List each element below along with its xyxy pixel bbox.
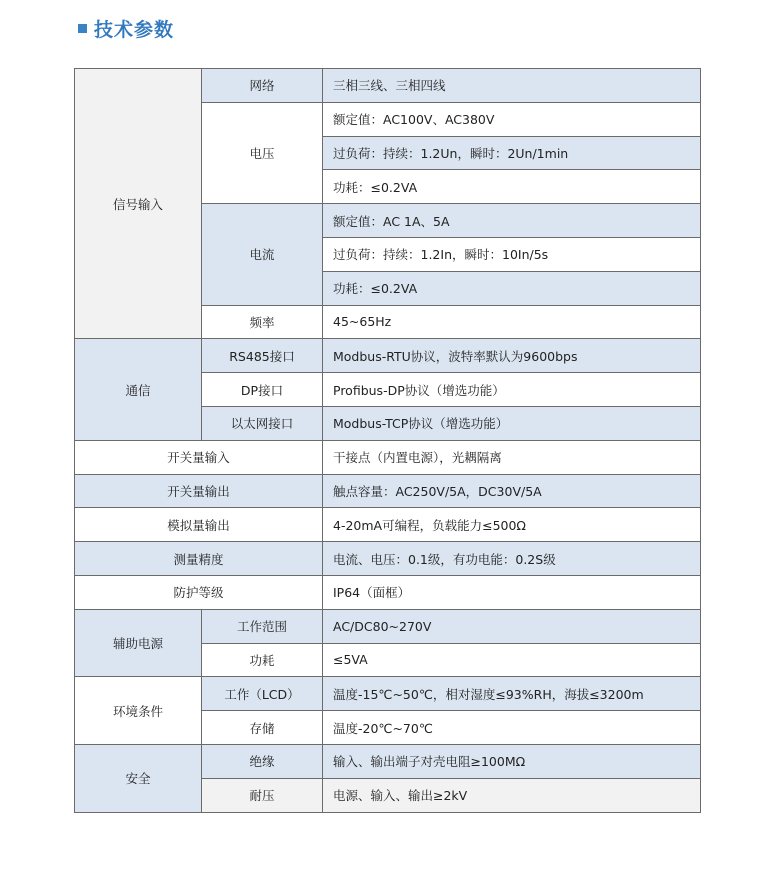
param-cell: 模拟量输出 xyxy=(75,508,323,542)
category-cell: 辅助电源 xyxy=(75,609,202,677)
param-cell: 以太网接口 xyxy=(202,406,323,440)
section-title-text: 技术参数 xyxy=(94,18,175,41)
section-title xyxy=(78,16,174,40)
value-cell: IP64（面框） xyxy=(323,575,701,609)
param-cell: 电压 xyxy=(202,102,323,203)
param-cell: 开关量输入 xyxy=(75,440,323,474)
value-cell: 功耗：≤0.2VA xyxy=(323,170,701,204)
value-cell: 三相三线、三相四线 xyxy=(323,69,701,103)
spec-table xyxy=(74,68,701,813)
square-bullet-icon xyxy=(78,24,87,33)
param-cell: 测量精度 xyxy=(75,542,323,576)
value-cell: AC/DC80~270V xyxy=(323,609,701,643)
value-cell: 电流、电压：0.1级，有功电能：0.2S级 xyxy=(323,542,701,576)
value-cell: 4-20mA可编程，负载能力≤500Ω xyxy=(323,508,701,542)
table-row xyxy=(75,339,701,373)
table-row xyxy=(75,69,701,103)
value-cell: Modbus-TCP协议（增选功能） xyxy=(323,406,701,440)
param-cell: 耐压 xyxy=(202,778,323,812)
param-cell: 开关量输出 xyxy=(75,474,323,508)
param-cell: 存储 xyxy=(202,711,323,745)
value-cell: 功耗：≤0.2VA xyxy=(323,271,701,305)
param-cell: 频率 xyxy=(202,305,323,339)
value-cell: Profibus-DP协议（增选功能） xyxy=(323,373,701,407)
value-cell: 过负荷：持续：1.2Un，瞬时：2Un/1min xyxy=(323,136,701,170)
category-cell: 信号输入 xyxy=(75,69,202,339)
param-cell: 工作范围 xyxy=(202,609,323,643)
param-cell: 工作（LCD） xyxy=(202,677,323,711)
value-cell: ≤5VA xyxy=(323,643,701,677)
value-cell: 额定值：AC 1A、5A xyxy=(323,204,701,238)
table-row xyxy=(75,744,701,778)
value-cell: 额定值：AC100V、AC380V xyxy=(323,102,701,136)
value-cell: 过负荷：持续：1.2In，瞬时：10In/5s xyxy=(323,237,701,271)
category-cell: 通信 xyxy=(75,339,202,440)
param-cell: 防护等级 xyxy=(75,575,323,609)
value-cell: 输入、输出端子对壳电阻≥100MΩ xyxy=(323,744,701,778)
value-cell: 电源、输入、输出≥2kV xyxy=(323,778,701,812)
table-row xyxy=(75,575,701,609)
param-cell: 电流 xyxy=(202,204,323,305)
param-cell: RS485接口 xyxy=(202,339,323,373)
value-cell: 干接点（内置电源），光耦隔离 xyxy=(323,440,701,474)
value-cell: 45~65Hz xyxy=(323,305,701,339)
param-cell: 功耗 xyxy=(202,643,323,677)
value-cell: 温度-20℃~70℃ xyxy=(323,711,701,745)
table-row xyxy=(75,677,701,711)
param-cell: 网络 xyxy=(202,69,323,103)
table-row xyxy=(75,474,701,508)
value-cell: 触点容量：AC250V/5A，DC30V/5A xyxy=(323,474,701,508)
param-cell: 绝缘 xyxy=(202,744,323,778)
category-cell: 安全 xyxy=(75,744,202,812)
table-row xyxy=(75,440,701,474)
table-row xyxy=(75,508,701,542)
value-cell: Modbus-RTU协议，波特率默认为9600bps xyxy=(323,339,701,373)
param-cell: DP接口 xyxy=(202,373,323,407)
category-cell: 环境条件 xyxy=(75,677,202,745)
table-row xyxy=(75,609,701,643)
value-cell: 温度-15℃~50℃，相对湿度≤93%RH，海拔≤3200m xyxy=(323,677,701,711)
table-row xyxy=(75,542,701,576)
